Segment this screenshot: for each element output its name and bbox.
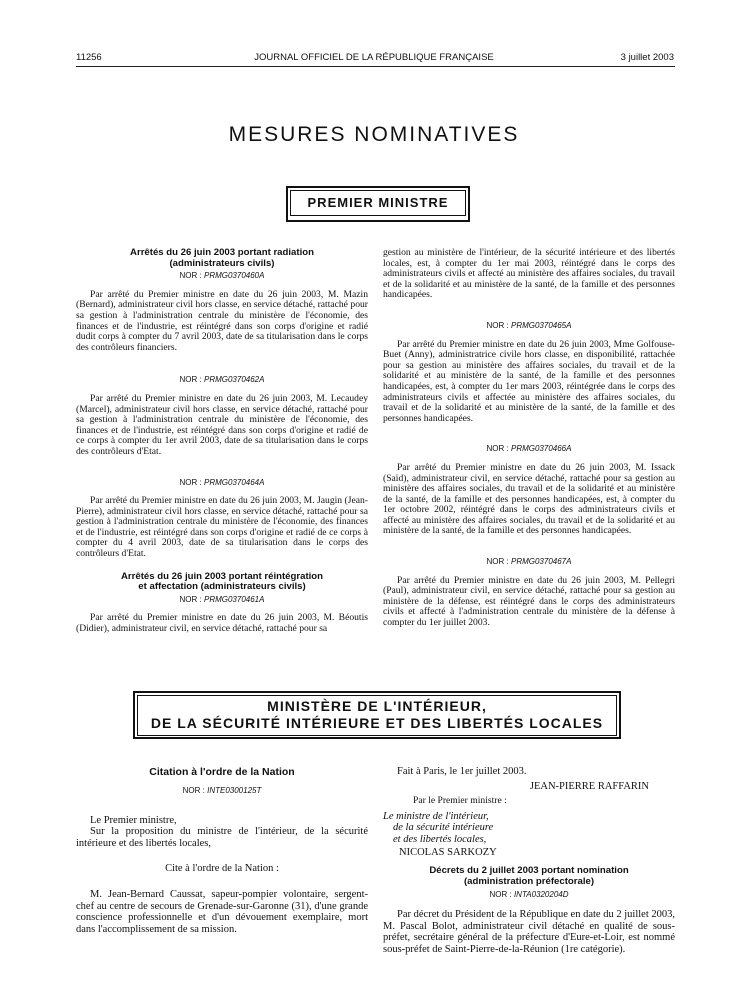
signature-by: Par le Premier ministre : <box>413 795 507 807</box>
arrete-paragraph-continued: gestion au ministère de l'intérieur, de la sécurité intérieure et des libertés locales, est, à compter du 1er mai 2003, réintégré dans le corps des administrateurs civils et affecté au ministère des affaires sociales, du travail et de la solidarité et au ministère de la santé, de la famille et des personnes handicapées. <box>383 247 675 301</box>
section-heading-premier-ministre <box>286 186 470 222</box>
section2-right-column <box>383 766 675 955</box>
arrete-paragraph: Par arrêté du Premier ministre en date du 26 juin 2003, M. Lecaudey (Marcel), administrateur civil hors classe, en service détaché, rattaché pour sa gestion à l'administration centrale du ministère de l'économie, des finances et de l'industrie, est réintégré dans son corps d'origine et radié de ce corps à compter du 1er avril 2003, date de sa titularisation dans le corps des contrôleurs d'Etat. <box>76 392 368 457</box>
nor-reference: NOR : PRMG0370462A <box>179 375 265 385</box>
nor-reference: NOR : PRMG0370464A <box>179 477 265 487</box>
section-heading-ministere-interieur <box>133 691 621 739</box>
minister-title: de la sécurité intérieure <box>393 822 494 834</box>
section-heading-text <box>137 695 617 736</box>
arrete-paragraph: Par arrêté du Premier ministre en date du 26 juin 2003, M. Béoutis (Didier), administrateur civil, en service détaché, rattaché pour sa <box>76 612 368 635</box>
section-heading-line1: MINISTÈRE DE L'INTÉRIEUR, <box>267 698 487 714</box>
nor-reference: NOR : PRMG0370465A <box>486 320 572 330</box>
section1-left-column <box>76 248 368 635</box>
nor-reference: NOR : PRMG0370460A <box>179 271 265 281</box>
minister-title: et des libertés locales, <box>393 833 487 845</box>
arrete-heading-sub: et affectation (administrateurs civils) <box>138 581 306 593</box>
page-number: 11256 <box>76 52 102 63</box>
decret-heading: Décrets du 2 juillet 2003 portant nomination <box>429 865 629 877</box>
signature-name: JEAN-PIERRE RAFFARIN <box>529 780 649 792</box>
nor-reference: NOR : PRMG0370466A <box>486 444 572 454</box>
nor-reference: NOR : PRMG0370467A <box>486 557 572 567</box>
decret-heading-sub: (administration préfectorale) <box>463 875 595 887</box>
nor-reference: NOR : PRMG0370461A <box>179 594 265 604</box>
arrete-paragraph: Par arrêté du Premier ministre en date du 26 juin 2003, M. Mazin (Bernard), administrateur civil hors classe, en service détaché, rattaché pour sa gestion à l'administration centrale du ministère de l'économie, des finances et de l'industrie, est réintégré dans son corps d'origine et radié dudit corps à compter du 7 avril 2003, date de sa titularisation dans le corps des contrôleurs financiers. <box>76 288 368 353</box>
section-heading-line2: DE LA SÉCURITÉ INTÉRIEURE ET DES LIBERTÉS LOCALES <box>150 715 604 731</box>
section2-left-column <box>76 766 368 935</box>
citation-text: M. Jean-Bernard Caussat, sapeur-pompier volontaire, sergent-chef au centre de secours de Grenade-sur-Garonne (31), d'une grande conscience professionnelle et d'un dévouement exemplaire, mort dans l'accomplissement de sa mission. <box>76 888 368 935</box>
citation-heading: Citation à l'ordre de la Nation <box>149 766 295 778</box>
arrete-heading-sub: (administrateurs civils) <box>169 257 275 269</box>
arrete-paragraph: Par arrêté du Premier ministre en date du 26 juin 2003, Mme Golfouse-Buet (Anny), administratrice civile hors classe, en disponibilité, rattachée pour sa gestion au ministère des affaires sociales, du travail et de la solidarité et au ministère de la santé, de la famille et des personnes handicapées, est, à compter du 1er mars 2003, réintégrée dans le corps des administrateurs civils et affectée au ministère des affaires sociales, du travail et de la solidarité et au ministère de la santé, de la famille et des personnes handicapées. <box>383 338 675 424</box>
citation-line: Sur la proposition du ministre de l'intérieur, de la sécurité intérieure et des libertés locales, <box>76 826 368 849</box>
arrete-paragraph: Par arrêté du Premier ministre en date du 26 juin 2003, M. Pellegri (Paul), administrateur civil, en service détaché, rattaché pour sa gestion au ministère de la défense, est réintégré dans le corps des administrateurs civils et affecté à l'administration centrale du ministère de la défense à compter du 1er juillet 2003. <box>383 574 675 629</box>
minister-name: NICOLAS SARKOZY <box>399 846 497 858</box>
page-title: MESURES NOMINATIVES <box>228 123 520 146</box>
arrete-paragraph: Par arrêté du Premier ministre en date du 26 juin 2003, M. Jaugin (Jean-Pierre), administrateur civil hors classe, en service détaché, rattaché pour sa gestion à l'administration centrale du ministère de l'économie, des finances et de l'industrie, est réintégré dans son corps d'origine et radié de ce corps à compter du 4 avril 2003, date de sa titularisation dans le corps des contrôleurs d'Etat. <box>76 495 368 560</box>
section-heading-text: PREMIER MINISTRE <box>290 190 466 216</box>
arrete-paragraph: Par arrêté du Premier ministre en date du 26 juin 2003, M. Issack (Saïd), administrateur civil, en service détaché, rattaché pour sa gestion au ministère des affaires sociales, du travail et de la solidarité et au ministère de la santé, de la famille et des personnes handicapées, est, à compter du 1er octobre 2002, réintégré dans le corps des administrateurs civils et affecté au ministère des affaires sociales, du travail et de la solidarité et au ministère de la santé, de la famille et des personnes handicapées. <box>383 461 675 537</box>
citation-line: Cite à l'ordre de la Nation : <box>165 863 279 875</box>
minister-title: Le ministre de l'intérieur, <box>383 810 489 822</box>
arrete-heading: Arrêtés du 26 juin 2003 portant réintégration <box>120 570 324 582</box>
citation-line: Le Premier ministre, <box>90 814 177 826</box>
decret-paragraph: Par décret du Président de la République en date du 2 juillet 2003, M. Pascal Bolot, administrateur civil détaché en qualité de sous-préfet, secrétaire général de la préfecture d'Eure-et-Loir, est nommé sous-préfet de Saint-Pierre-de-la-Réunion (1re catégorie). <box>383 908 675 955</box>
header-rule <box>76 66 675 67</box>
nor-reference: NOR : INTA0320204D <box>489 890 569 900</box>
journal-title: JOURNAL OFFICIEL DE LA RÉPUBLIQUE FRANÇAISE <box>254 52 494 63</box>
section1-right-column <box>383 248 675 629</box>
nor-reference: NOR : INTE0300125T <box>182 786 262 795</box>
signature-date: Fait à Paris, le 1er juillet 2003. <box>397 766 527 777</box>
issue-date: 3 juillet 2003 <box>620 52 674 63</box>
arrete-heading: Arrêtés du 26 juin 2003 portant radiation <box>130 247 314 258</box>
